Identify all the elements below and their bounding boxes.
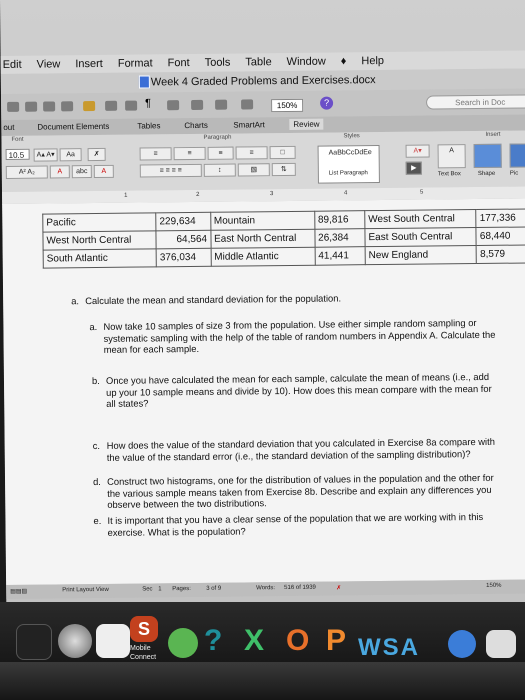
menu-help[interactable]: Help	[361, 54, 385, 68]
mobile-connect-icon[interactable]: S	[130, 616, 158, 642]
app-icon[interactable]	[58, 624, 92, 658]
tab-layout[interactable]: out	[3, 122, 15, 132]
menu-table[interactable]: Table	[245, 56, 272, 69]
sub-question	[92, 471, 497, 511]
app-store-icon[interactable]	[448, 630, 476, 658]
question-a	[71, 291, 485, 307]
highlight-color-icon[interactable]: abc	[72, 165, 92, 178]
tab-charts[interactable]: Charts	[184, 120, 208, 131]
table-row	[43, 245, 525, 268]
menu-format[interactable]: Format	[117, 57, 153, 70]
menu-tools[interactable]: Tools	[204, 56, 231, 69]
pages-value: 3 of 9	[206, 585, 222, 592]
x-glyph-icon[interactable]: X	[244, 624, 265, 657]
bullets-icon[interactable]: ≡	[140, 147, 172, 160]
toolbox-icon[interactable]	[191, 100, 203, 110]
document-page[interactable]	[2, 198, 525, 584]
question-text: How does the value of the standard deviation that you calculated in Exercise 8a compare with the value of the standard error (i.e., the standard deviation of the sampling distribution)?	[106, 435, 495, 463]
text-highlight-icon[interactable]: A	[50, 165, 70, 178]
sub-question	[93, 510, 497, 538]
paste-icon[interactable]	[61, 101, 73, 111]
undo-icon[interactable]	[105, 101, 117, 111]
table-cell: New England	[365, 246, 477, 265]
menu-window[interactable]: Window	[286, 55, 326, 69]
menu-view[interactable]: View	[36, 58, 61, 71]
question-label: a.	[71, 295, 80, 307]
superscript-button[interactable]: A² A₂	[6, 166, 48, 179]
table-cell: 376,034	[156, 248, 211, 267]
table-icon[interactable]	[241, 99, 253, 109]
table-cell: 8,579	[476, 245, 525, 264]
spelling-icon[interactable]: ✗	[336, 585, 342, 592]
app-icon[interactable]	[486, 630, 516, 658]
table-cell: 41,441	[315, 247, 366, 266]
style-sample: AaBbCcDdEe	[328, 149, 372, 157]
question-text: Once you have calculated the mean for each sample, calculate the mean of means (i.e., add up your 10 sample means and divide by 10). How does this mean compare with the mean for all states?	[105, 370, 492, 409]
question-text: Construct two histograms, one for the distribution of values in the population and the other for the various sample means taken from Exercise 8b. Describe and explain any differences you observe between the two distributions.	[106, 471, 494, 510]
question-label: c.	[92, 439, 101, 452]
multilevel-icon[interactable]: ≡	[208, 147, 234, 160]
reveal-icon[interactable]: ▶	[406, 162, 422, 175]
question-label: d.	[92, 475, 101, 488]
ruler-tick: 1	[124, 192, 128, 199]
zoom-field[interactable]: 150%	[271, 99, 303, 112]
table-cell: Middle Atlantic	[211, 247, 315, 266]
view-label: Print Layout View	[62, 586, 109, 594]
cut-icon[interactable]	[25, 102, 37, 112]
sub-question	[92, 435, 497, 463]
question-label: a.	[89, 320, 98, 333]
format-painter-icon[interactable]	[83, 101, 95, 111]
sidebar-icon[interactable]	[167, 100, 179, 110]
numbering-icon[interactable]: ≡	[174, 147, 206, 160]
media-icon[interactable]	[215, 100, 227, 110]
tab-tables[interactable]: Tables	[137, 121, 161, 131]
align-icons[interactable]: ≡ ≡ ≡ ≡	[140, 164, 202, 178]
group-insert-label: Insert	[485, 131, 501, 138]
indent-icon[interactable]: ≡	[236, 146, 268, 159]
app-icon[interactable]	[16, 624, 52, 660]
table-cell: 68,440	[476, 227, 525, 246]
app-icon[interactable]	[168, 628, 198, 658]
change-case-button[interactable]: Aa	[60, 148, 82, 161]
ruler-tick: 4	[344, 190, 348, 197]
question-label: e.	[93, 514, 102, 527]
o-glyph-icon[interactable]: O	[286, 624, 310, 657]
menu-edit[interactable]: Edit	[2, 58, 22, 71]
question-label: b.	[91, 374, 100, 387]
tab-document-elements[interactable]: Document Elements	[37, 121, 110, 132]
new-icon[interactable]	[7, 102, 19, 112]
group-styles-label: Styles	[343, 133, 360, 140]
table-cell: East North Central	[210, 229, 314, 248]
copy-icon[interactable]	[43, 101, 55, 111]
question-text: Now take 10 samples of size 3 from the population. Use either simple random sampling or systematic sampling with the help of the table of random numbers in Appendix A. Calculate the mean for each sample.	[103, 317, 496, 355]
table-cell: East South Central	[365, 228, 477, 247]
table-cell: 26,384	[315, 229, 366, 248]
letters-glyph[interactable]: WSA	[358, 634, 420, 661]
pilcrow-icon[interactable]: ¶	[145, 97, 152, 110]
sub-question	[91, 370, 496, 410]
style-name: List Paragraph	[328, 170, 368, 177]
ruler-tick: 2	[196, 191, 200, 198]
picture-icon[interactable]	[510, 143, 525, 167]
sub-question	[89, 317, 498, 356]
table-cell: 89,816	[314, 211, 365, 230]
section-label: Sec	[142, 586, 153, 593]
table-cell: 64,564	[156, 230, 211, 249]
picture-label: Pic	[509, 170, 519, 177]
help-icon[interactable]: ?	[320, 97, 333, 110]
styles-gallery[interactable]	[318, 145, 380, 184]
text-box-icon[interactable]: A	[438, 144, 466, 168]
script-icon[interactable]: ♦	[340, 55, 347, 68]
group-paragraph-label: Paragraph	[203, 134, 232, 141]
menu-font[interactable]: Font	[167, 57, 190, 70]
sort-icon[interactable]: ⇅	[272, 163, 296, 176]
table-cell: 229,634	[156, 212, 211, 231]
tab-review[interactable]: Review	[289, 119, 323, 130]
search-input[interactable]: Search in Doc	[426, 94, 525, 109]
pages-label: Pages:	[172, 586, 191, 593]
p-glyph-icon[interactable]: P	[326, 624, 347, 657]
dock-shelf	[0, 662, 525, 700]
redo-icon[interactable]	[125, 101, 137, 111]
help-glyph-icon[interactable]: ?	[204, 624, 223, 657]
status-zoom: 150%	[486, 582, 502, 589]
ruler-tick: 5	[420, 189, 424, 196]
view-buttons[interactable]: ▤▤▤	[10, 588, 28, 595]
shape-label: Shape	[477, 170, 496, 178]
table-cell: Pacific	[43, 213, 156, 232]
clear-format-icon[interactable]: ✗	[88, 148, 106, 161]
app-icon[interactable]	[96, 624, 130, 658]
shape-icon[interactable]	[474, 144, 502, 168]
tab-smartart[interactable]: SmartArt	[233, 120, 265, 130]
document-icon	[139, 75, 150, 88]
question-text: It is important that you have a clear sense of the population that we are working with in this exercise. What is the population?	[107, 510, 484, 538]
font-size-field[interactable]: 10.5	[6, 149, 30, 160]
mobile-connect-label: Mobile Connect	[130, 645, 157, 661]
grow-font-button[interactable]: A▴ A▾	[34, 148, 58, 161]
table-cell: South Atlantic	[43, 249, 156, 268]
table-cell: West South Central	[365, 210, 477, 229]
ribbon	[1, 130, 525, 191]
table-cell: 177,336	[476, 209, 525, 228]
borders-icon[interactable]: □	[270, 146, 296, 159]
font-color-icon[interactable]: A	[94, 165, 114, 178]
document-title: Week 4 Graded Problems and Exercises.docx	[150, 74, 376, 89]
dock	[0, 602, 525, 700]
words-value: 516 of 1939	[284, 584, 316, 592]
section-value: 1	[158, 586, 162, 593]
group-font-label: Font	[11, 136, 24, 143]
region-table	[42, 208, 525, 268]
line-spacing-icon[interactable]: ↕	[204, 164, 236, 177]
ruler-tick: 3	[270, 191, 274, 198]
styles-pane-icon[interactable]: A▾	[406, 145, 430, 158]
table-cell: Mountain	[210, 211, 314, 230]
menu-insert[interactable]: Insert	[75, 57, 103, 71]
question-text: Calculate the mean and standard deviation for the population.	[85, 292, 342, 307]
table-cell: West North Central	[43, 231, 156, 250]
text-box-label: Text Box	[437, 171, 461, 178]
words-label: Words:	[256, 585, 276, 592]
shading-icon[interactable]: ▧	[238, 163, 270, 176]
